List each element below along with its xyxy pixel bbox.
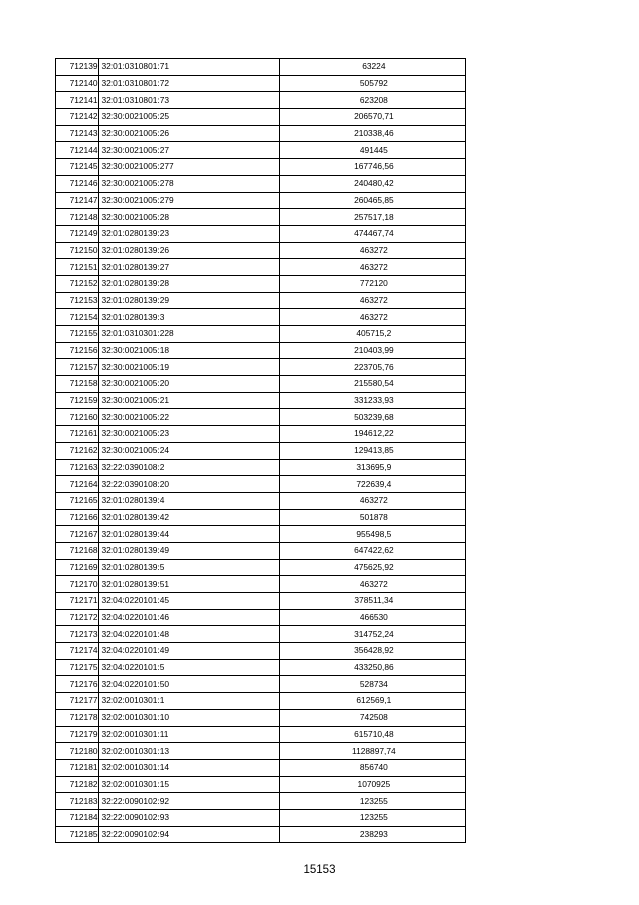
cadastral-number-cell: 32:01:0280139:3: [98, 309, 279, 326]
cadastral-value-cell: 240480,42: [279, 175, 465, 192]
table-row: [56, 659, 466, 676]
row-id-cell: 712164: [56, 476, 99, 493]
table-row: [56, 709, 466, 726]
cadastral-number-cell: 32:02:0010301:14: [98, 759, 279, 776]
cadastral-value-cell: 505792: [279, 75, 465, 92]
cadastral-value-cell: 463272: [279, 242, 465, 259]
cadastral-number-cell: 32:04:0220101:48: [98, 626, 279, 643]
cadastral-number-cell: 32:30:0021005:25: [98, 109, 279, 126]
row-id-cell: 712172: [56, 609, 99, 626]
cadastral-number-cell: 32:01:0280139:42: [98, 509, 279, 526]
row-id-cell: 712151: [56, 259, 99, 276]
cadastral-value-cell: 501878: [279, 509, 465, 526]
row-id-cell: 712153: [56, 292, 99, 309]
cadastral-number-cell: 32:04:0220101:50: [98, 676, 279, 693]
cadastral-number-cell: 32:01:0280139:27: [98, 259, 279, 276]
table-row: [56, 643, 466, 660]
cadastral-number-cell: 32:22:0390108:2: [98, 459, 279, 476]
cadastral-number-cell: 32:30:0021005:18: [98, 342, 279, 359]
cadastral-value-cell: 123255: [279, 809, 465, 826]
table-row: [56, 192, 466, 209]
row-id-cell: 712159: [56, 392, 99, 409]
table-row: [56, 426, 466, 443]
table-row: [56, 309, 466, 326]
row-id-cell: 712147: [56, 192, 99, 209]
cadastral-value-cell: 463272: [279, 492, 465, 509]
row-id-cell: 712173: [56, 626, 99, 643]
table-row: [56, 809, 466, 826]
cadastral-value-cell: 215580,54: [279, 376, 465, 393]
table-row: [56, 576, 466, 593]
table-row: [56, 726, 466, 743]
cadastral-number-cell: 32:01:0280139:29: [98, 292, 279, 309]
cadastral-number-cell: 32:22:0390108:20: [98, 476, 279, 493]
cadastral-number-cell: 32:01:0280139:26: [98, 242, 279, 259]
cadastral-number-cell: 32:30:0021005:21: [98, 392, 279, 409]
cadastral-number-cell: 32:02:0010301:1: [98, 693, 279, 710]
page-number: 15153: [303, 864, 336, 876]
row-id-cell: 712162: [56, 442, 99, 459]
cadastral-value-cell: 463272: [279, 259, 465, 276]
cadastral-value-cell: 314752,24: [279, 626, 465, 643]
row-id-cell: 712146: [56, 175, 99, 192]
row-id-cell: 712148: [56, 209, 99, 226]
row-id-cell: 712160: [56, 409, 99, 426]
cadastral-number-cell: 32:02:0010301:15: [98, 776, 279, 793]
row-id-cell: 712175: [56, 659, 99, 676]
row-id-cell: 712161: [56, 426, 99, 443]
cadastral-value-table: [55, 58, 466, 843]
table-row: [56, 442, 466, 459]
row-id-cell: 712182: [56, 776, 99, 793]
cadastral-number-cell: 32:30:0021005:28: [98, 209, 279, 226]
table-row: [56, 409, 466, 426]
cadastral-number-cell: 32:02:0010301:11: [98, 726, 279, 743]
table-row: [56, 326, 466, 343]
table-row: [56, 109, 466, 126]
cadastral-value-cell: 378511,34: [279, 593, 465, 610]
cadastral-value-cell: 313695,9: [279, 459, 465, 476]
cadastral-value-cell: 210403,99: [279, 342, 465, 359]
cadastral-number-cell: 32:01:0310801:72: [98, 75, 279, 92]
cadastral-number-cell: 32:30:0021005:24: [98, 442, 279, 459]
table-row: [56, 459, 466, 476]
table-row: [56, 676, 466, 693]
row-id-cell: 712157: [56, 359, 99, 376]
table-row: [56, 75, 466, 92]
table-row: [56, 542, 466, 559]
row-id-cell: 712143: [56, 125, 99, 142]
row-id-cell: 712155: [56, 326, 99, 343]
table-row: [56, 743, 466, 760]
cadastral-value-cell: 463272: [279, 292, 465, 309]
table-row: [56, 359, 466, 376]
cadastral-value-cell: 405715,2: [279, 326, 465, 343]
cadastral-number-cell: 32:01:0280139:49: [98, 542, 279, 559]
cadastral-number-cell: 32:30:0021005:279: [98, 192, 279, 209]
row-id-cell: 712158: [56, 376, 99, 393]
table-row: [56, 142, 466, 159]
cadastral-value-cell: 722639,4: [279, 476, 465, 493]
cadastral-value-cell: 129413,85: [279, 442, 465, 459]
cadastral-number-cell: 32:01:0280139:44: [98, 526, 279, 543]
cadastral-number-cell: 32:04:0220101:5: [98, 659, 279, 676]
cadastral-number-cell: 32:01:0310301:228: [98, 326, 279, 343]
row-id-cell: 712185: [56, 826, 99, 843]
table-row: [56, 175, 466, 192]
cadastral-number-cell: 32:01:0310801:73: [98, 92, 279, 109]
cadastral-value-cell: 223705,76: [279, 359, 465, 376]
table-row: [56, 292, 466, 309]
cadastral-value-cell: 955498,5: [279, 526, 465, 543]
row-id-cell: 712181: [56, 759, 99, 776]
table-row: [56, 759, 466, 776]
cadastral-value-cell: 528734: [279, 676, 465, 693]
row-id-cell: 712154: [56, 309, 99, 326]
cadastral-value-cell: 433250,86: [279, 659, 465, 676]
cadastral-value-cell: 238293: [279, 826, 465, 843]
table-row: [56, 826, 466, 843]
cadastral-number-cell: 32:30:0021005:277: [98, 159, 279, 176]
cadastral-value-cell: 194612,22: [279, 426, 465, 443]
cadastral-value-cell: 206570,71: [279, 109, 465, 126]
cadastral-value-cell: 466530: [279, 609, 465, 626]
cadastral-number-cell: 32:01:0280139:51: [98, 576, 279, 593]
cadastral-number-cell: 32:30:0021005:19: [98, 359, 279, 376]
cadastral-number-cell: 32:22:0090102:94: [98, 826, 279, 843]
table-row: [56, 225, 466, 242]
table-row: [56, 526, 466, 543]
cadastral-value-cell: 623208: [279, 92, 465, 109]
table-row: [56, 92, 466, 109]
table-row: [56, 342, 466, 359]
cadastral-number-cell: 32:01:0280139:5: [98, 559, 279, 576]
cadastral-value-cell: 331233,93: [279, 392, 465, 409]
cadastral-number-cell: 32:04:0220101:45: [98, 593, 279, 610]
cadastral-value-cell: 356428,92: [279, 643, 465, 660]
cadastral-value-cell: 257517,18: [279, 209, 465, 226]
row-id-cell: 712144: [56, 142, 99, 159]
cadastral-value-cell: 503239,68: [279, 409, 465, 426]
cadastral-number-cell: 32:04:0220101:49: [98, 643, 279, 660]
cadastral-value-cell: 491445: [279, 142, 465, 159]
cadastral-value-cell: 63224: [279, 59, 465, 76]
cadastral-number-cell: 32:30:0021005:27: [98, 142, 279, 159]
cadastral-value-cell: 615710,48: [279, 726, 465, 743]
cadastral-number-cell: 32:30:0021005:278: [98, 175, 279, 192]
row-id-cell: 712152: [56, 275, 99, 292]
row-id-cell: 712169: [56, 559, 99, 576]
cadastral-number-cell: 32:30:0021005:26: [98, 125, 279, 142]
table-row: [56, 693, 466, 710]
cadastral-value-cell: 742508: [279, 709, 465, 726]
row-id-cell: 712167: [56, 526, 99, 543]
cadastral-number-cell: 32:01:0310801:71: [98, 59, 279, 76]
cadastral-value-cell: 475625,92: [279, 559, 465, 576]
table-row: [56, 776, 466, 793]
cadastral-value-cell: 210338,46: [279, 125, 465, 142]
table-row: [56, 392, 466, 409]
row-id-cell: 712177: [56, 693, 99, 710]
table-body: [56, 59, 466, 843]
cadastral-value-cell: 463272: [279, 309, 465, 326]
table-row: [56, 593, 466, 610]
cadastral-value-cell: 612569,1: [279, 693, 465, 710]
cadastral-number-cell: 32:01:0280139:28: [98, 275, 279, 292]
cadastral-number-cell: 32:22:0090102:92: [98, 793, 279, 810]
cadastral-value-cell: 856740: [279, 759, 465, 776]
table-row: [56, 275, 466, 292]
row-id-cell: 712179: [56, 726, 99, 743]
row-id-cell: 712139: [56, 59, 99, 76]
row-id-cell: 712176: [56, 676, 99, 693]
cadastral-value-cell: 260465,85: [279, 192, 465, 209]
cadastral-number-cell: 32:01:0280139:23: [98, 225, 279, 242]
cadastral-value-cell: 772120: [279, 275, 465, 292]
table-row: [56, 509, 466, 526]
row-id-cell: 712150: [56, 242, 99, 259]
cadastral-value-cell: 167746,56: [279, 159, 465, 176]
row-id-cell: 712183: [56, 793, 99, 810]
cadastral-value-cell: 1070925: [279, 776, 465, 793]
cadastral-number-cell: 32:02:0010301:10: [98, 709, 279, 726]
row-id-cell: 712165: [56, 492, 99, 509]
cadastral-value-cell: 474467,74: [279, 225, 465, 242]
table-row: [56, 259, 466, 276]
row-id-cell: 712170: [56, 576, 99, 593]
cadastral-value-cell: 123255: [279, 793, 465, 810]
row-id-cell: 712178: [56, 709, 99, 726]
cadastral-number-cell: 32:30:0021005:22: [98, 409, 279, 426]
cadastral-value-cell: 1128897,74: [279, 743, 465, 760]
row-id-cell: 712184: [56, 809, 99, 826]
table-row: [56, 125, 466, 142]
row-id-cell: 712142: [56, 109, 99, 126]
table-row: [56, 59, 466, 76]
row-id-cell: 712156: [56, 342, 99, 359]
row-id-cell: 712145: [56, 159, 99, 176]
row-id-cell: 712168: [56, 542, 99, 559]
cadastral-number-cell: 32:04:0220101:46: [98, 609, 279, 626]
cadastral-number-cell: 32:02:0010301:13: [98, 743, 279, 760]
cadastral-value-cell: 463272: [279, 576, 465, 593]
cadastral-value-cell: 647422,62: [279, 542, 465, 559]
table-row: [56, 159, 466, 176]
table-row: [56, 476, 466, 493]
cadastral-number-cell: 32:22:0090102:93: [98, 809, 279, 826]
table-row: [56, 559, 466, 576]
cadastral-number-cell: 32:30:0021005:20: [98, 376, 279, 393]
row-id-cell: 712180: [56, 743, 99, 760]
cadastral-number-cell: 32:30:0021005:23: [98, 426, 279, 443]
row-id-cell: 712140: [56, 75, 99, 92]
table-row: [56, 209, 466, 226]
table-row: [56, 242, 466, 259]
row-id-cell: 712174: [56, 643, 99, 660]
row-id-cell: 712141: [56, 92, 99, 109]
table-row: [56, 492, 466, 509]
table-row: [56, 376, 466, 393]
table-row: [56, 609, 466, 626]
row-id-cell: 712163: [56, 459, 99, 476]
row-id-cell: 712171: [56, 593, 99, 610]
row-id-cell: 712166: [56, 509, 99, 526]
row-id-cell: 712149: [56, 225, 99, 242]
table-row: [56, 793, 466, 810]
table-row: [56, 626, 466, 643]
cadastral-number-cell: 32:01:0280139:4: [98, 492, 279, 509]
